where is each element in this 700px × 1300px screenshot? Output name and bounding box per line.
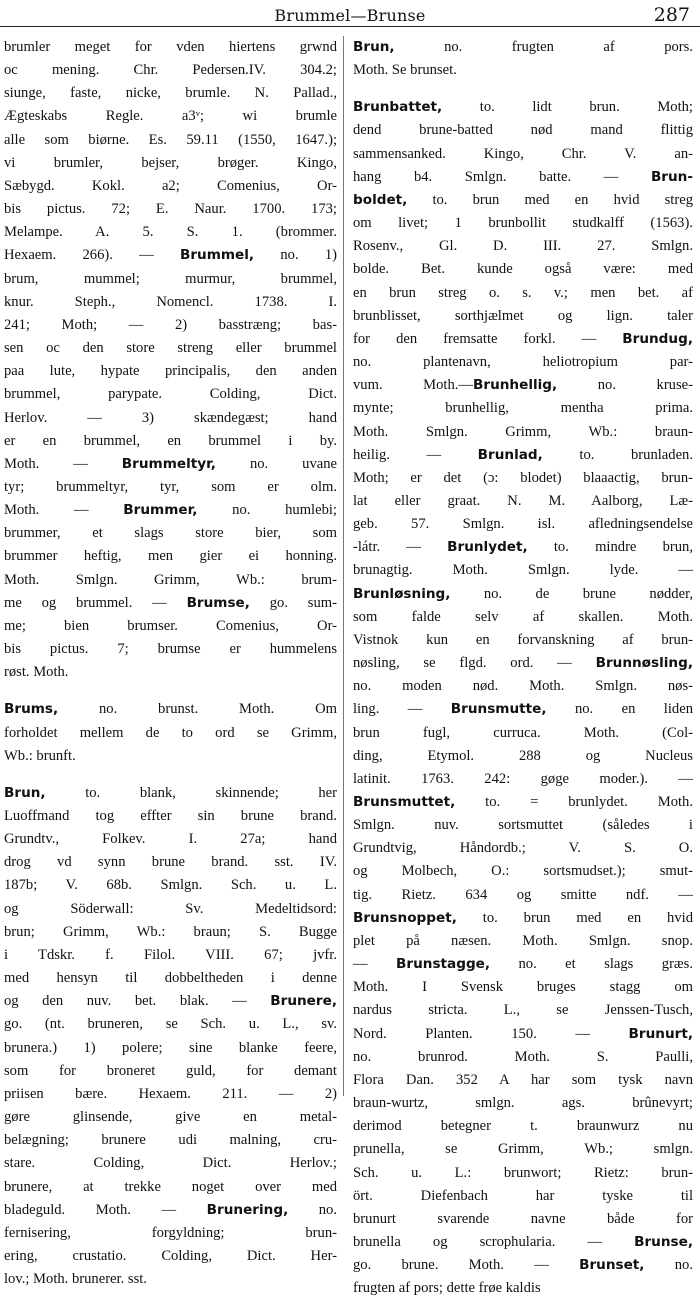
headword: Brunse, — [634, 1233, 693, 1250]
headword: Brunsmutte, — [450, 701, 547, 718]
text-line: priisen bære. Hexaem. 211. — 2) — [4, 1085, 337, 1102]
text-line: Moth. I Svensk bruges stagg om — [353, 979, 693, 996]
text-line: Sæbygd. Kokl. a2; Comenius, Or- — [4, 177, 337, 194]
text-line: Nord. Planten. 150. — Brunurt, — [353, 1025, 693, 1042]
text-line: for den fremsatte forkl. — Brundug, — [353, 330, 693, 347]
text-line: Grundtvig, Håndordb.; V. S. O. — [353, 840, 693, 857]
text-line: brumler meget for vden hiertens grwnd — [4, 39, 337, 55]
text-line: me; bien brumser. Comenius, Or- — [4, 617, 337, 634]
entry-paragraph — [353, 96, 693, 1300]
headword: Brunsmuttet, — [353, 794, 456, 810]
text-line: brummer, et slags store bier, som — [4, 525, 337, 542]
text-line: go. brune. Moth. — Brunset, no. — [353, 1257, 693, 1274]
headword: Brunnøsling, — [595, 655, 693, 672]
text-line: gøre glinsende, give en metal- — [4, 1109, 337, 1126]
text-line: brunera.) 1) polere; sine blanke feere, — [4, 1039, 337, 1056]
text-line: heilig. — Brunlad, to. brunladen. — [353, 446, 693, 463]
text-line: plet på næsen. Moth. Smlgn. snop. — [353, 932, 693, 949]
text-line: brum, mummel; murmur, brummel, — [4, 270, 337, 287]
text-line: frugten af pors; dette frøe kaldis — [353, 1280, 541, 1297]
text-line: brun; Grimm, Wb.: braun; S. Bugge — [4, 923, 337, 940]
text-line: som falde selv af skallen. Moth. — [353, 608, 693, 625]
text-line: Brunløsning, no. de brune nødder, — [353, 585, 693, 602]
entry-paragraph — [353, 36, 693, 82]
left-column — [4, 36, 338, 1288]
headword: Brun, — [4, 784, 46, 801]
headword: Brunhellig, — [473, 377, 558, 394]
text-line: Moth. — Brummeltyr, no. uvane — [4, 455, 337, 472]
text-line: no. brunrod. Moth. S. Paulli, — [353, 1048, 693, 1065]
text-line: Moth. Smlgn. Grimm, Wb.: brum- — [4, 571, 337, 588]
text-line: forholdet mellem de to ord se Grimm, — [4, 724, 337, 741]
headword: Brunlydet, — [447, 539, 528, 556]
text-line: Flora Dan. 352 A har som tysk navn — [353, 1071, 693, 1088]
text-line: geb. 57. Smlgn. isl. afledningsendelse — [353, 516, 693, 533]
text-line: Melampe. A. 5. S. 1. (brommer. — [4, 224, 337, 241]
text-line: 241; Moth; — 2) basstræng; bas- — [4, 316, 337, 333]
text-line: bladeguld. Moth. — Brunering, no. — [4, 1201, 338, 1218]
text-line: Moth. — Brummer, no. humlebi; — [4, 502, 337, 519]
headword: Brunlad, — [477, 446, 543, 463]
text-line: og Molbech, O.: sortsmudset.); smut- — [353, 863, 693, 880]
text-line: me og brummel. — Brumse, go. sum- — [4, 594, 337, 611]
headword: Brunere, — [270, 993, 337, 1010]
text-line: no. plantenavn, heliotropium par- — [353, 354, 693, 371]
text-line: go. (nt. bruneren, se Sch. u. L., sv. — [4, 1016, 337, 1033]
text-line: røst. Moth. — [4, 664, 69, 681]
page-number: 287 — [653, 4, 690, 26]
text-line: er en brummel, en brummel i by. — [4, 432, 337, 449]
text-line: brun fugl, curruca. Moth. (Col- — [353, 724, 693, 741]
text-line: brunurt svarende navne både for — [353, 1210, 693, 1227]
running-head: Brummel—Brunse — [274, 6, 426, 25]
text-line: Ægteskabs Regle. a3ᵛ; wi brumle — [4, 108, 337, 125]
text-line: og den nuv. bet. blak. — Brunere, — [4, 993, 337, 1010]
text-line: brummel, parypate. Colding, Dict. — [4, 386, 337, 403]
text-line: og Söderwall: Sv. Medeltidsord: — [4, 900, 337, 917]
text-line: ling. — Brunsmutte, no. en liden — [353, 701, 693, 718]
text-line: ering, crustatio. Colding, Dict. Her- — [4, 1247, 337, 1264]
text-line: sen oc den store streng eller brummel — [4, 340, 337, 357]
headword: Brunering, — [206, 1201, 289, 1218]
right-column — [353, 36, 693, 1297]
text-line: latinit. 1763. 242: gøge moder.). — — [353, 770, 693, 787]
text-line: i Tdskr. f. Filol. VIII. 67; jvfr. — [4, 946, 337, 963]
headword: Brun- — [650, 168, 693, 185]
text-line: lat eller graat. N. M. Aalborg, Læ- — [353, 492, 693, 509]
text-line: hang b4. Smlgn. batte. — Brun- — [353, 168, 693, 185]
text-line: vi brumler, bejser, brøger. Kingo, — [4, 154, 337, 171]
text-line: Brunsmuttet, to. = brunlydet. Moth. — [353, 794, 693, 810]
text-line: Brunsnoppet, to. brun med en hvid — [353, 909, 693, 926]
column-divider — [343, 36, 344, 1096]
text-line: bis pictus. 72; E. Naur. 1700. 173; — [4, 201, 337, 218]
text-line: braun-wurtz, smlgn. ags. brûnevyrt; — [353, 1095, 693, 1112]
entry-paragraph — [4, 698, 337, 767]
headword: Brumse, — [186, 594, 250, 611]
text-line: belægning; brunere udi malning, cru- — [4, 1132, 337, 1149]
text-line: med hensyn til dobbeltheden i denne — [4, 970, 337, 987]
text-line: lov.; Moth. brunerer. sst. — [4, 1271, 147, 1288]
text-line: Herlov. — 3) skændegæst; hand — [4, 409, 337, 426]
text-line: — Brunstagge, no. et slags græs. — [353, 956, 693, 973]
text-line: paa lute, hypate principalis, den anden — [4, 363, 337, 380]
text-line: Hexaem. 266). — Brummel, no. 1) — [4, 247, 337, 264]
header-rule — [0, 26, 700, 27]
text-line: brummer heftig, men gier ei honning. — [4, 548, 337, 565]
text-line: knur. Steph., Nomencl. 1738. I. — [4, 293, 337, 310]
text-line: Luoffmand tog effter sin brune brand. — [4, 808, 337, 824]
text-line: vum. Moth.—Brunhellig, no. kruse- — [353, 377, 693, 394]
text-line: tyr; brummeltyr, tyr, som er olm. — [4, 478, 337, 495]
text-line: nardus stricta. L., se Jenssen-Tusch, — [353, 1002, 693, 1019]
text-line: bolde. Bet. kunde også være: med — [353, 261, 693, 278]
text-line: Grundtv., Folkev. I. 27a; hand — [4, 831, 337, 848]
text-line: Brums, no. brunst. Moth. Om — [4, 701, 337, 718]
text-line: derimod betegner t. braunwurz nu — [353, 1118, 693, 1135]
text-line: Vistnok kun en forvanskning af brun- — [353, 631, 693, 648]
text-line: drog vd synn brune brand. sst. IV. — [4, 854, 337, 871]
headword: Brundug, — [622, 330, 693, 347]
text-line: Moth. Se brunset. — [353, 62, 457, 79]
headword: Brummel, — [179, 247, 255, 264]
headword: Brunbattet, — [353, 99, 443, 116]
text-line: boldet, to. brun med en hvid streg — [353, 191, 693, 208]
headword: Brunstagge, — [396, 956, 491, 973]
text-line: dend brune-batted nød mand flittig — [353, 122, 693, 139]
text-line: nøsling, se flgd. ord. — Brunnøsling, — [353, 655, 693, 672]
headword: boldet, — [353, 191, 408, 208]
headword: Brummeltyr, — [121, 455, 216, 472]
text-line: sammensanked. Kingo, Chr. V. an- — [353, 145, 693, 162]
text-line: Brunbattet, to. lidt brun. Moth; — [353, 99, 693, 116]
text-line: no. moden nød. Moth. Smlgn. nøs- — [353, 678, 693, 695]
text-line: prunella, se Grimm, Wb.; smlgn. — [353, 1141, 693, 1158]
entry-paragraph — [4, 782, 337, 1291]
text-line: oc mening. Chr. Pedersen.IV. 304.2; — [4, 62, 337, 79]
headword: Brunurt, — [628, 1025, 693, 1042]
text-line: ding, Etymol. 288 og Nucleus — [353, 747, 693, 764]
text-line: brunagtig. Moth. Smlgn. lyde. — — [353, 562, 693, 579]
text-line: brunere, at trekke noget over med — [4, 1178, 337, 1195]
text-line: 187b; V. 68b. Smlgn. Sch. u. L. — [4, 877, 337, 894]
text-line: mynte; brunhellig, mentha prima. — [353, 400, 693, 417]
text-line: brunblisset, sorthjælmet og lign. taler — [353, 307, 693, 324]
text-line: alle som biørne. Es. 59.11 (1550, 1647.); — [4, 131, 337, 148]
text-line: -látr. — Brunlydet, to. mindre brun, — [353, 539, 693, 556]
text-line: en brun streg o. s. v.; men bet. af — [353, 284, 693, 301]
headword: Brunsnoppet, — [353, 909, 457, 926]
text-line: Moth; er det (ɔ: blodet) blaaactig, brun- — [353, 469, 693, 486]
text-line: Smlgn. nuv. sortsmuttet (således i — [353, 817, 693, 834]
headword: Brums, — [4, 701, 59, 718]
text-line: Wb.: brunft. — [4, 747, 76, 764]
text-line: fernisering, forgyldning; brun- — [4, 1224, 337, 1241]
text-line: Brun, to. blank, skinnende; her — [4, 784, 337, 801]
text-line: stare. Colding, Dict. Herlov.; — [4, 1155, 337, 1172]
headword: Brunset, — [579, 1257, 645, 1274]
headword: Brunløsning, — [353, 585, 451, 602]
text-line: bis pictus. 7; brumse er hummelens — [4, 641, 337, 658]
text-line: Moth. Smlgn. Grimm, Wb.: braun- — [353, 423, 693, 440]
text-line: Rosenv., Gl. D. III. 27. Smlgn. — [353, 238, 693, 255]
text-line: om livet; 1 brunbollit studkalff (1563). — [353, 215, 693, 232]
text-line: som for broneret guld, for demant — [4, 1062, 337, 1079]
text-line: siunge, faste, nicke, brumle. N. Pallad., — [4, 85, 337, 102]
headword: Brun, — [353, 39, 395, 55]
headword: Brummer, — [123, 502, 198, 519]
text-line: Sch. u. L.: brunwort; Rietz: brun- — [353, 1164, 693, 1181]
text-line: tig. Rietz. 634 og smitte ndf. — — [353, 886, 693, 903]
text-line: brunella og scrophularia. — Brunse, — [353, 1233, 693, 1250]
entry-paragraph — [4, 36, 337, 684]
page-header — [0, 0, 700, 28]
text-line: Brun, no. frugten af pors. — [353, 39, 693, 55]
text-line: ört. Diefenbach har tyske til — [353, 1187, 693, 1204]
